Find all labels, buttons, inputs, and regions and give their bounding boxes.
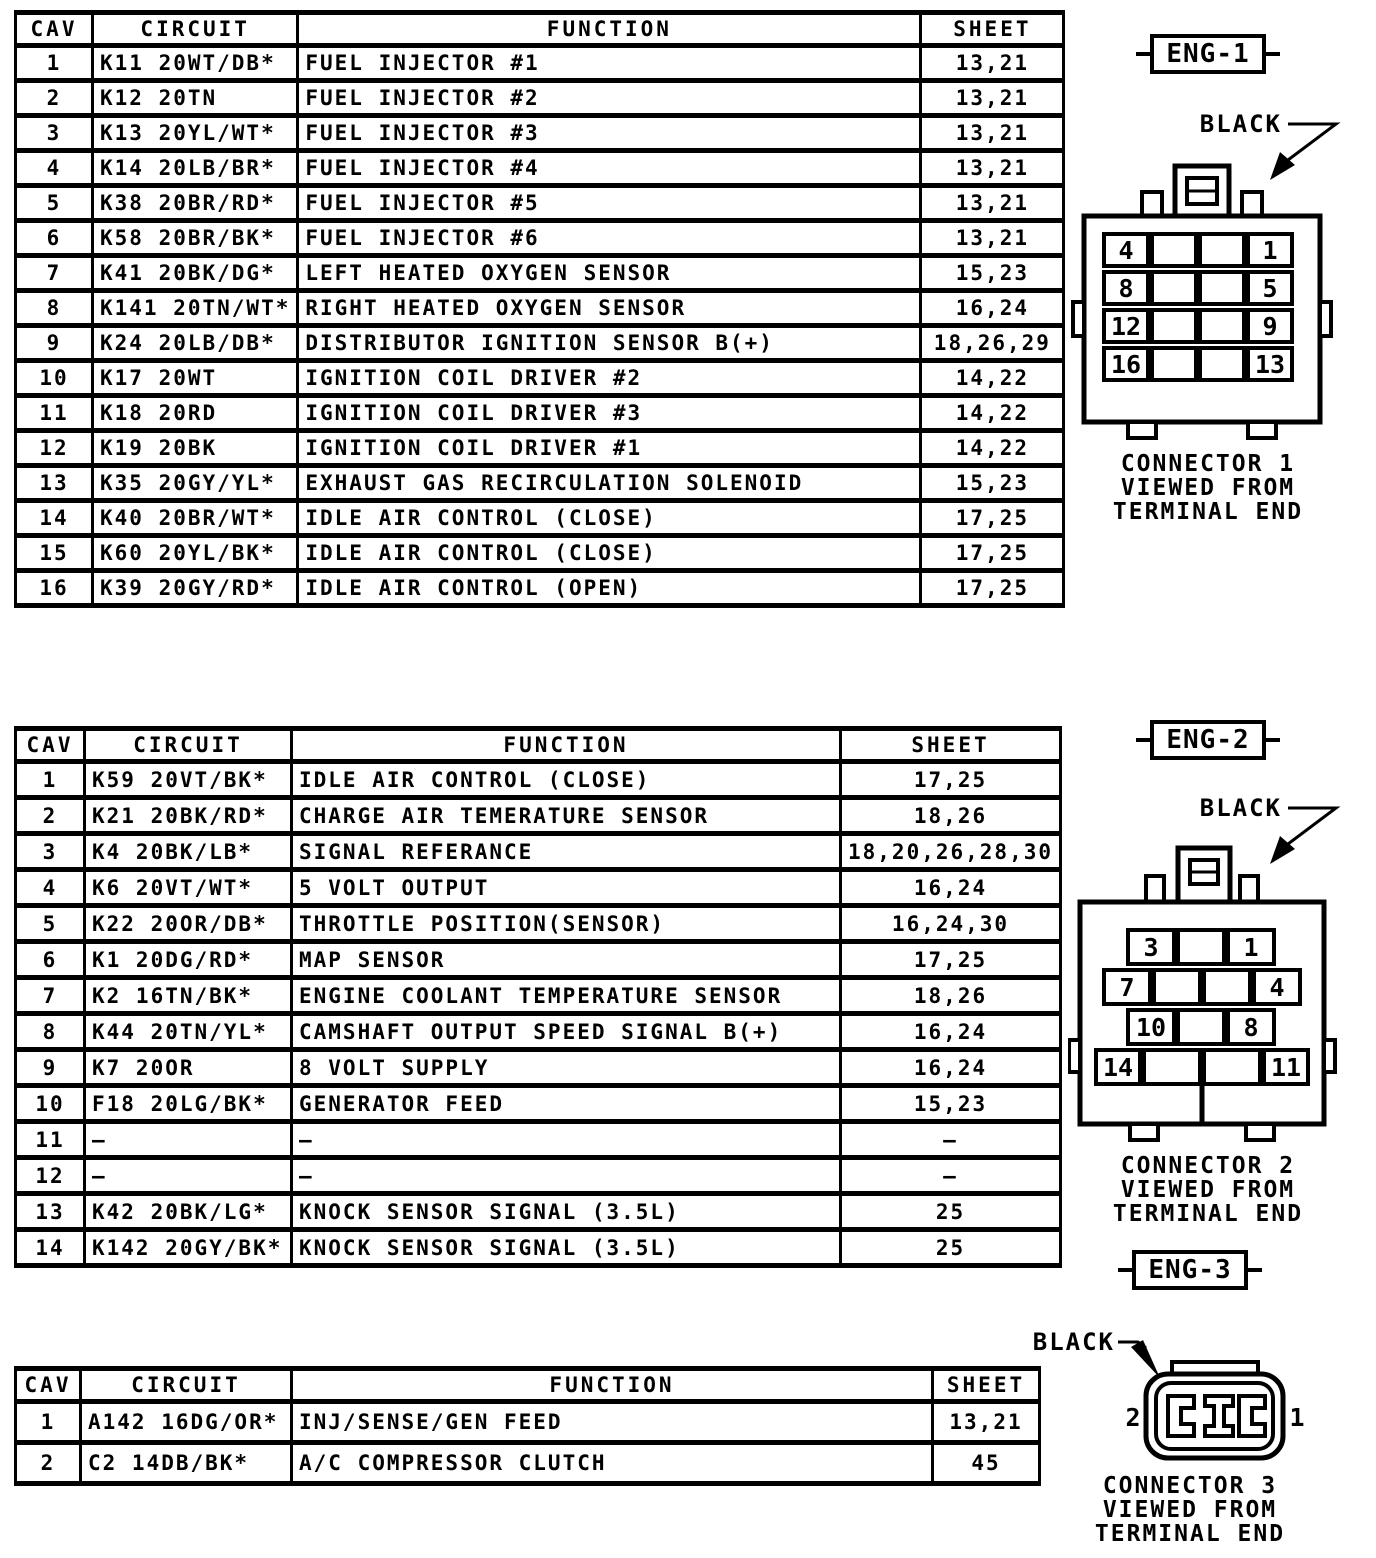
table-cell: K44 20TN/YL* bbox=[85, 1014, 292, 1050]
table-row bbox=[16, 186, 1064, 221]
connector-2-caption bbox=[1113, 1154, 1303, 1226]
cavity-number-left: 2 bbox=[1125, 1403, 1141, 1432]
pin-number: 9 bbox=[1262, 312, 1278, 341]
table-cell: K40 20BR/WT* bbox=[93, 501, 298, 536]
eng-2-tag-label: ENG-2 bbox=[1150, 720, 1265, 760]
pin-number: 3 bbox=[1143, 933, 1159, 962]
column-header: CAV bbox=[16, 729, 85, 762]
table-cell: K2 16TN/BK* bbox=[85, 978, 292, 1014]
table-cell: K35 20GY/YL* bbox=[93, 466, 298, 501]
connector-1-figure bbox=[1058, 34, 1358, 524]
table-cell: 1 bbox=[16, 1402, 81, 1443]
table-cell: 1 bbox=[16, 762, 85, 798]
table-row bbox=[16, 1014, 1061, 1050]
table-cell: 16,24 bbox=[841, 870, 1061, 906]
table-cell: IDLE AIR CONTROL (OPEN) bbox=[298, 571, 921, 606]
table-cell: 9 bbox=[16, 1050, 85, 1086]
table-cell: C2 14DB/BK* bbox=[81, 1443, 292, 1484]
table-cell: FUEL INJECTOR #1 bbox=[298, 46, 921, 81]
table-cell: 7 bbox=[16, 256, 93, 291]
table-row bbox=[16, 906, 1061, 942]
table-cell: 14 bbox=[16, 501, 93, 536]
side-lug-right bbox=[1320, 302, 1331, 336]
table-row bbox=[16, 361, 1064, 396]
table-cell: 10 bbox=[16, 361, 93, 396]
table-cell: 5 bbox=[16, 186, 93, 221]
table-cell: 2 bbox=[16, 81, 93, 116]
connector-3-drawing bbox=[1020, 1290, 1360, 1462]
pin-number: 1 bbox=[1262, 236, 1278, 265]
table-row bbox=[16, 834, 1061, 870]
table-row bbox=[16, 798, 1061, 834]
connector-3-figure bbox=[1020, 1250, 1360, 1546]
table-cell: K12 20TN bbox=[93, 81, 298, 116]
pin-number: 4 bbox=[1118, 236, 1134, 265]
shoulder-left bbox=[1146, 876, 1164, 902]
table-cell: 15 bbox=[16, 536, 93, 571]
table-cell: 18,20,26,28,30 bbox=[841, 834, 1061, 870]
eng-3-tag-label: ENG-3 bbox=[1132, 1250, 1247, 1290]
table-cell: 4 bbox=[16, 151, 93, 186]
caption-line: VIEWED FROM bbox=[1120, 1177, 1296, 1203]
shoulder-right bbox=[1240, 876, 1258, 902]
arrowhead-icon bbox=[1131, 1340, 1160, 1378]
connector-1-pinout-table bbox=[14, 10, 1065, 608]
table-row bbox=[16, 396, 1064, 431]
foot-left bbox=[1128, 422, 1156, 438]
table-cell: K18 20RD bbox=[93, 396, 298, 431]
table-cell: CHARGE AIR TEMERATURE SENSOR bbox=[292, 798, 841, 834]
table-cell: K60 20YL/BK* bbox=[93, 536, 298, 571]
table-cell: EXHAUST GAS RECIRCULATION SOLENOID bbox=[298, 466, 921, 501]
table-cell: IDLE AIR CONTROL (CLOSE) bbox=[292, 762, 841, 798]
eng-1-tag-label: ENG-1 bbox=[1150, 34, 1265, 74]
table-cell: GENERATOR FEED bbox=[292, 1086, 841, 1122]
pin-number: 4 bbox=[1269, 973, 1285, 1002]
table-row bbox=[16, 571, 1064, 606]
table-cell: FUEL INJECTOR #6 bbox=[298, 221, 921, 256]
table-cell: 13,21 bbox=[921, 221, 1064, 256]
table-cell: 5 bbox=[16, 906, 85, 942]
table-cell: 10 bbox=[16, 1086, 85, 1122]
pin-number: 10 bbox=[1135, 1013, 1167, 1042]
table-row bbox=[16, 291, 1064, 326]
table-cell: 13,21 bbox=[921, 116, 1064, 151]
table-cell: 13,21 bbox=[921, 81, 1064, 116]
caption-line: CONNECTOR 3 bbox=[1102, 1473, 1278, 1499]
table-row bbox=[16, 151, 1064, 186]
table-row bbox=[16, 1230, 1061, 1266]
table-cell: KNOCK SENSOR SIGNAL (3.5L) bbox=[292, 1194, 841, 1230]
table-row bbox=[16, 431, 1064, 466]
pin-number: 12 bbox=[1110, 312, 1142, 341]
table-cell: 15,23 bbox=[921, 466, 1064, 501]
table-cell: A142 16DG/OR* bbox=[81, 1402, 292, 1443]
table-cell: IDLE AIR CONTROL (CLOSE) bbox=[298, 501, 921, 536]
table-row bbox=[16, 46, 1064, 81]
table-row bbox=[16, 256, 1064, 291]
table-cell: K13 20YL/WT* bbox=[93, 116, 298, 151]
table-cell: FUEL INJECTOR #3 bbox=[298, 116, 921, 151]
foot-left bbox=[1130, 1124, 1158, 1140]
tag-stub-left bbox=[1136, 738, 1150, 742]
table-cell: 18,26,29 bbox=[921, 326, 1064, 361]
table-row bbox=[16, 1086, 1061, 1122]
eng-3-tag bbox=[1118, 1250, 1261, 1290]
table-cell: 5 VOLT OUTPUT bbox=[292, 870, 841, 906]
table-cell: K19 20BK bbox=[93, 431, 298, 466]
table-cell: THROTTLE POSITION(SENSOR) bbox=[292, 906, 841, 942]
connector-3-pinout-table bbox=[14, 1366, 1041, 1486]
table-cell: 3 bbox=[16, 834, 85, 870]
caption-line: TERMINAL END bbox=[1112, 1201, 1304, 1227]
table-cell: DISTRIBUTOR IGNITION SENSOR B(+) bbox=[298, 326, 921, 361]
table-row bbox=[16, 1402, 1040, 1443]
table-cell: 11 bbox=[16, 396, 93, 431]
table-cell: 14 bbox=[16, 1230, 85, 1266]
table-cell: K142 20GY/BK* bbox=[85, 1230, 292, 1266]
table-cell: IGNITION COIL DRIVER #1 bbox=[298, 431, 921, 466]
column-header: CAV bbox=[16, 1369, 81, 1402]
table-row bbox=[16, 870, 1061, 906]
caption-line: CONNECTOR 2 bbox=[1120, 1153, 1296, 1179]
table-cell: SIGNAL REFERANCE bbox=[292, 834, 841, 870]
table-cell: K58 20BR/BK* bbox=[93, 221, 298, 256]
pin-number: 7 bbox=[1119, 973, 1135, 1002]
table-cell: 25 bbox=[841, 1194, 1061, 1230]
pin-number: 5 bbox=[1262, 274, 1278, 303]
table-cell: 15,23 bbox=[841, 1086, 1061, 1122]
side-lug-right bbox=[1324, 1040, 1335, 1072]
table-cell: 16,24 bbox=[841, 1014, 1061, 1050]
table-row bbox=[16, 1122, 1061, 1158]
table-cell: 8 bbox=[16, 1014, 85, 1050]
table-cell: 12 bbox=[16, 431, 93, 466]
table-cell: K141 20TN/WT* bbox=[93, 291, 298, 326]
table-cell: — bbox=[292, 1122, 841, 1158]
table-cell: 45 bbox=[933, 1443, 1040, 1484]
column-header: FUNCTION bbox=[292, 1369, 933, 1402]
caption-line: TERMINAL END bbox=[1112, 499, 1304, 525]
table-cell: K14 20LB/BR* bbox=[93, 151, 298, 186]
pin-number: 16 bbox=[1110, 350, 1142, 379]
table-cell: 13,21 bbox=[933, 1402, 1040, 1443]
table-cell: 1 bbox=[16, 46, 93, 81]
table-row bbox=[16, 326, 1064, 361]
table-cell: 2 bbox=[16, 1443, 81, 1484]
caption-line: VIEWED FROM bbox=[1102, 1497, 1278, 1523]
table-cell: 2 bbox=[16, 798, 85, 834]
table-row bbox=[16, 978, 1061, 1014]
table-row bbox=[16, 116, 1064, 151]
table-cell: K6 20VT/WT* bbox=[85, 870, 292, 906]
table-row bbox=[16, 1050, 1061, 1086]
table-cell: 13,21 bbox=[921, 186, 1064, 221]
foot-right bbox=[1246, 1124, 1274, 1140]
table-cell: FUEL INJECTOR #5 bbox=[298, 186, 921, 221]
table-cell: 13,21 bbox=[921, 46, 1064, 81]
pin-number: 11 bbox=[1270, 1053, 1302, 1082]
table-cell: 8 bbox=[16, 291, 93, 326]
table-cell: 14,22 bbox=[921, 361, 1064, 396]
pin-number: 1 bbox=[1243, 933, 1259, 962]
table-row bbox=[16, 536, 1064, 571]
table-cell: 7 bbox=[16, 978, 85, 1014]
table-cell: 11 bbox=[16, 1122, 85, 1158]
column-header: CIRCUIT bbox=[85, 729, 292, 762]
table-cell: FUEL INJECTOR #2 bbox=[298, 81, 921, 116]
table-cell: IGNITION COIL DRIVER #2 bbox=[298, 361, 921, 396]
table-cell: 17,25 bbox=[921, 501, 1064, 536]
table-cell: 16 bbox=[16, 571, 93, 606]
eng-1-tag bbox=[1136, 34, 1279, 74]
table-cell: ENGINE COOLANT TEMPERATURE SENSOR bbox=[292, 978, 841, 1014]
pin-number: 13 bbox=[1254, 350, 1286, 379]
table-cell: 3 bbox=[16, 116, 93, 151]
table-cell: K38 20BR/RD* bbox=[93, 186, 298, 221]
table-cell: 15,23 bbox=[921, 256, 1064, 291]
cavity-number-right: 1 bbox=[1289, 1403, 1305, 1432]
column-header: SHEET bbox=[841, 729, 1061, 762]
table-cell: K41 20BK/DG* bbox=[93, 256, 298, 291]
table-cell: 8 VOLT SUPPLY bbox=[292, 1050, 841, 1086]
table-cell: 13 bbox=[16, 1194, 85, 1230]
connector-3-caption bbox=[1095, 1474, 1285, 1546]
connector-2-drawing bbox=[1068, 760, 1348, 1148]
table-cell: K22 20OR/DB* bbox=[85, 906, 292, 942]
table-cell: — bbox=[292, 1158, 841, 1194]
column-header: FUNCTION bbox=[292, 729, 841, 762]
table-cell: K21 20BK/RD* bbox=[85, 798, 292, 834]
table-cell: 16,24 bbox=[921, 291, 1064, 326]
table-cell: RIGHT HEATED OXYGEN SENSOR bbox=[298, 291, 921, 326]
table-cell: 18,26 bbox=[841, 978, 1061, 1014]
column-header: SHEET bbox=[921, 13, 1064, 46]
table-cell: LEFT HEATED OXYGEN SENSOR bbox=[298, 256, 921, 291]
side-lug-left bbox=[1069, 1040, 1080, 1072]
header-row bbox=[16, 1369, 1040, 1402]
table-cell: K59 20VT/BK* bbox=[85, 762, 292, 798]
wire-color-label: BLACK bbox=[1199, 110, 1282, 138]
table-cell: K7 20OR bbox=[85, 1050, 292, 1086]
table-cell: KNOCK SENSOR SIGNAL (3.5L) bbox=[292, 1230, 841, 1266]
table-row bbox=[16, 942, 1061, 978]
table-cell: K11 20WT/DB* bbox=[93, 46, 298, 81]
side-lug-left bbox=[1073, 302, 1084, 336]
table-cell: 9 bbox=[16, 326, 93, 361]
table-cell: — bbox=[85, 1158, 292, 1194]
connector-1-drawing bbox=[1068, 74, 1348, 446]
table-cell: INJ/SENSE/GEN FEED bbox=[292, 1402, 933, 1443]
table-cell: 17,25 bbox=[921, 571, 1064, 606]
table-cell: 17,25 bbox=[921, 536, 1064, 571]
table-cell: — bbox=[85, 1122, 292, 1158]
column-header: SHEET bbox=[933, 1369, 1040, 1402]
table-row bbox=[16, 81, 1064, 116]
pin-number: 14 bbox=[1102, 1053, 1134, 1082]
tag-stub-right bbox=[1266, 52, 1280, 56]
table-row bbox=[16, 1443, 1040, 1484]
table-cell: 4 bbox=[16, 870, 85, 906]
table-cell: 6 bbox=[16, 221, 93, 256]
table-cell: 13,21 bbox=[921, 151, 1064, 186]
table-cell: FUEL INJECTOR #4 bbox=[298, 151, 921, 186]
table-cell: 16,24 bbox=[841, 1050, 1061, 1086]
tag-stub-right bbox=[1266, 738, 1280, 742]
wire-color-label: BLACK bbox=[1032, 1328, 1115, 1356]
table-cell: 16,24,30 bbox=[841, 906, 1061, 942]
tag-stub-left bbox=[1136, 52, 1150, 56]
table-row bbox=[16, 221, 1064, 256]
tag-stub-left bbox=[1118, 1268, 1132, 1272]
table-row bbox=[16, 501, 1064, 536]
table-cell: K42 20BK/LG* bbox=[85, 1194, 292, 1230]
table-cell: IDLE AIR CONTROL (CLOSE) bbox=[298, 536, 921, 571]
tag-stub-right bbox=[1248, 1268, 1262, 1272]
foot-right bbox=[1248, 422, 1276, 438]
table-cell: 25 bbox=[841, 1230, 1061, 1266]
table-cell: A/C COMPRESSOR CLUTCH bbox=[292, 1443, 933, 1484]
column-header: CAV bbox=[16, 13, 93, 46]
table-cell: — bbox=[841, 1158, 1061, 1194]
connector-2-pinout-table bbox=[14, 726, 1062, 1268]
table-row bbox=[16, 1194, 1061, 1230]
table-cell: 14,22 bbox=[921, 431, 1064, 466]
table-cell: 18,26 bbox=[841, 798, 1061, 834]
table-cell: MAP SENSOR bbox=[292, 942, 841, 978]
table-cell: K39 20GY/RD* bbox=[93, 571, 298, 606]
column-header: CIRCUIT bbox=[93, 13, 298, 46]
column-header: FUNCTION bbox=[298, 13, 921, 46]
eng-2-tag bbox=[1136, 720, 1279, 760]
table-row bbox=[16, 762, 1061, 798]
table-cell: IGNITION COIL DRIVER #3 bbox=[298, 396, 921, 431]
column-header: CIRCUIT bbox=[81, 1369, 292, 1402]
table-cell: K4 20BK/LB* bbox=[85, 834, 292, 870]
table-row bbox=[16, 1158, 1061, 1194]
caption-line: VIEWED FROM bbox=[1120, 475, 1296, 501]
pin-number: 8 bbox=[1118, 274, 1134, 303]
connector-2-figure bbox=[1058, 720, 1358, 1226]
connector-1-caption bbox=[1113, 452, 1303, 524]
table-cell: 12 bbox=[16, 1158, 85, 1194]
header-row bbox=[16, 13, 1064, 46]
table-cell: 14,22 bbox=[921, 396, 1064, 431]
table-cell: F18 20LG/BK* bbox=[85, 1086, 292, 1122]
table-row bbox=[16, 466, 1064, 501]
table-cell: — bbox=[841, 1122, 1061, 1158]
table-cell: 17,25 bbox=[841, 942, 1061, 978]
table-cell: K24 20LB/DB* bbox=[93, 326, 298, 361]
caption-line: TERMINAL END bbox=[1094, 1521, 1286, 1547]
table-cell: CAMSHAFT OUTPUT SPEED SIGNAL B(+) bbox=[292, 1014, 841, 1050]
table-cell: K17 20WT bbox=[93, 361, 298, 396]
table-cell: 17,25 bbox=[841, 762, 1061, 798]
table-cell: 6 bbox=[16, 942, 85, 978]
table-cell: 13 bbox=[16, 466, 93, 501]
caption-line: CONNECTOR 1 bbox=[1120, 451, 1296, 477]
header-row bbox=[16, 729, 1061, 762]
pin-number: 8 bbox=[1243, 1013, 1259, 1042]
table-cell: K1 20DG/RD* bbox=[85, 942, 292, 978]
wire-color-label: BLACK bbox=[1199, 794, 1282, 822]
